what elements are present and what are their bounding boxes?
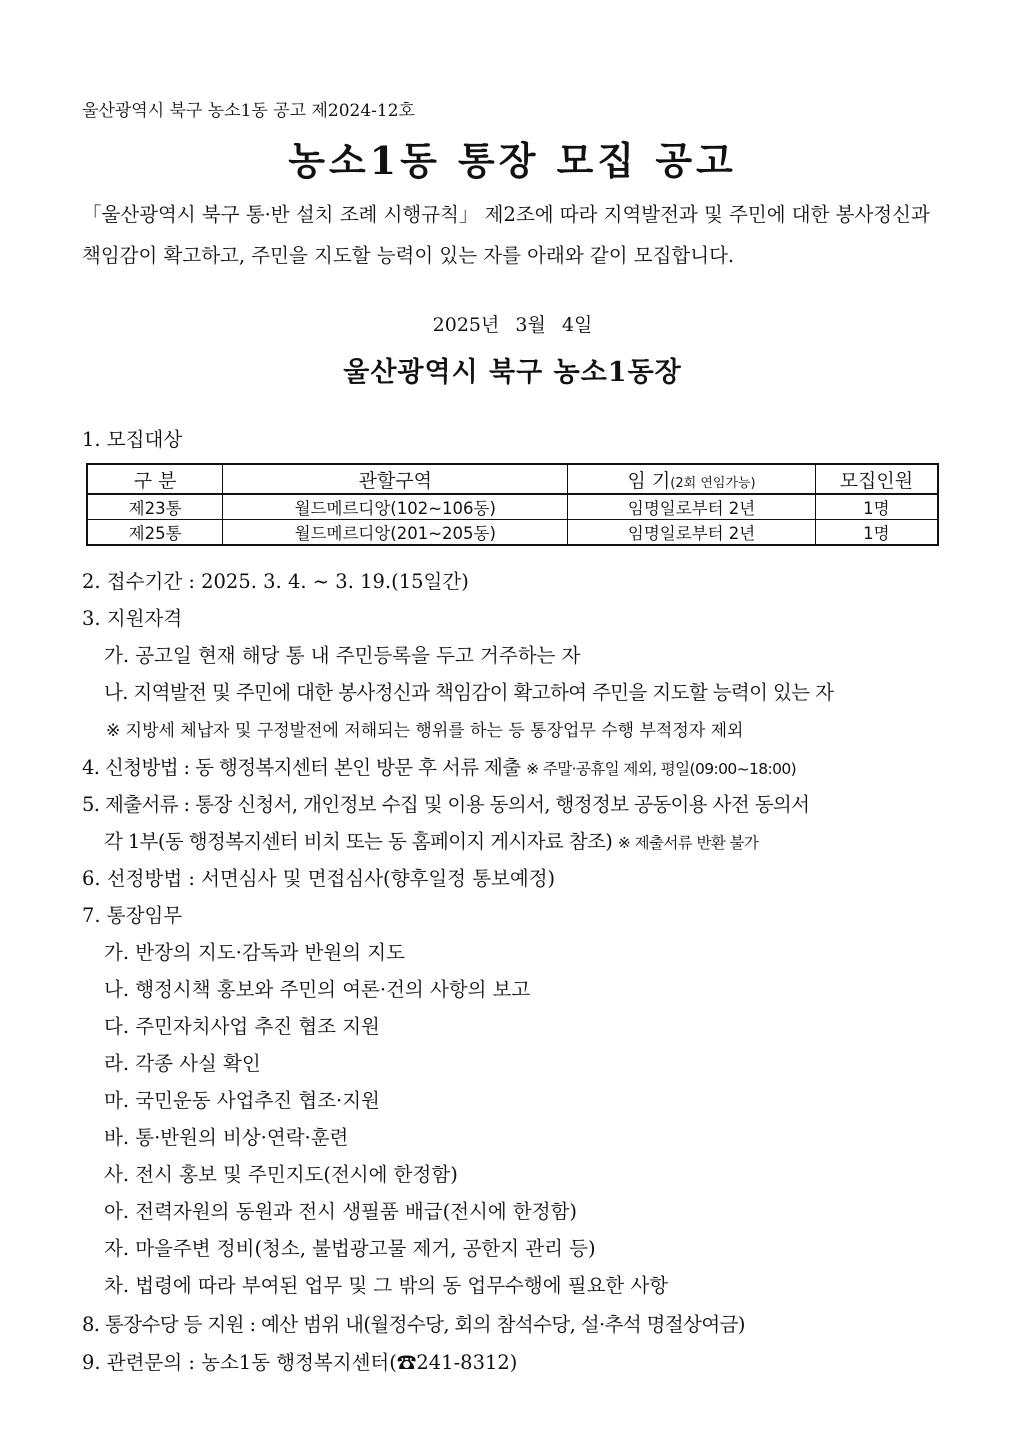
cell-count: 1명 xyxy=(815,494,938,520)
table-header-row xyxy=(87,464,938,494)
cell-count: 1명 xyxy=(815,520,938,546)
cell-district: 월드메르디앙(102~106동) xyxy=(223,494,568,520)
cell-district: 월드메르디앙(201~205동) xyxy=(223,520,568,546)
section-eligibility: 3. 지원자격 xyxy=(82,607,183,630)
issuer: 울산광역시 북구 농소1동장 xyxy=(343,357,682,388)
intro-paragraph: 「울산광역시 북구 통·반 설치 조례 시행규칙」 제2조에 따라 지역발전과 및 주민에 대한 봉사정신과 책임감이 확고하고, 주민을 지도할 능력이 있는 자를 아래와 같이 모집합니다. xyxy=(82,203,930,267)
duty-item: 사. 전시 홍보 및 주민지도(전시에 한정함) xyxy=(104,1163,458,1186)
duty-item: 가. 반장의 지도·감독과 반원의 지도 xyxy=(104,941,405,964)
header-term-note: (2회 연임가능) xyxy=(670,475,756,491)
eligibility-item: 가. 공고일 현재 해당 통 내 주민등록을 두고 거주하는 자 xyxy=(104,644,581,667)
cell-term: 임명일로부터 2년 xyxy=(568,520,815,546)
section-application-period: 2. 접수기간 : 2025. 3. 4. ~ 3. 19.(15일간) xyxy=(82,570,469,593)
table-row xyxy=(87,520,938,546)
section-allowance: 8. 통장수당 등 지원 : 예산 범위 내(월정수당, 회의 참석수당, 설·추석 명절상여금) xyxy=(82,1313,745,1336)
duty-item: 자. 마을주변 정비(청소, 불법광고물 제거, 공한지 관리 등) xyxy=(104,1237,596,1260)
section-application-method xyxy=(82,752,796,780)
header-category: 구 분 xyxy=(87,464,223,494)
section-selection-method: 6. 선정방법 : 서면심사 및 면접심사(향후일정 통보예정) xyxy=(82,867,556,890)
cell-term: 임명일로부터 2년 xyxy=(568,494,815,520)
recruit-table xyxy=(86,463,939,546)
duty-item: 나. 행정시책 홍보와 주민의 여론·건의 사항의 보고 xyxy=(104,978,531,1001)
header-term-label: 임 기 xyxy=(627,469,671,492)
cell-unit: 제23통 xyxy=(87,494,223,520)
section-recruit-target: 1. 모집대상 xyxy=(82,428,183,451)
page-title: 농소1동 통장 모집 공고 xyxy=(288,138,737,183)
table-row xyxy=(87,494,938,520)
duty-item: 라. 각종 사실 확인 xyxy=(104,1052,261,1075)
application-method-text: 4. 신청방법 : 동 행정복지센터 본인 방문 후 서류 제출 xyxy=(82,756,521,779)
header-district: 관할구역 xyxy=(223,464,568,494)
section-documents: 5. 제출서류 : 통장 신청서, 개인정보 수집 및 이용 동의서, 행정정보 공동이용 사전 동의서 xyxy=(82,793,810,816)
application-method-note: ※ 주말·공휴일 제외, 평일(09:00~18:00) xyxy=(526,760,797,778)
notice-number: 울산광역시 북구 농소1동 공고 제2024-12호 xyxy=(82,101,415,121)
section-duties: 7. 통장임무 xyxy=(82,904,183,927)
eligibility-item: 나. 지역발전 및 주민에 대한 봉사정신과 책임감이 확고하여 주민을 지도할 능력이 있는 자 xyxy=(104,681,834,704)
duty-item: 마. 국민운동 사업추진 협조·지원 xyxy=(104,1089,380,1112)
cell-unit: 제25통 xyxy=(87,520,223,546)
header-count: 모집인원 xyxy=(815,464,938,494)
duty-item: 차. 법령에 따라 부여된 업무 및 그 밖의 동 업무수행에 필요한 사항 xyxy=(104,1274,669,1297)
eligibility-note: ※ 지방세 체납자 및 구정발전에 저해되는 행위를 하는 등 통장업무 수행 부적정자 제외 xyxy=(106,721,744,741)
section-contact: 9. 관련문의 : 농소1동 행정복지센터(☎241-8312) xyxy=(82,1351,518,1374)
documents-line2 xyxy=(104,826,758,854)
documents-note: ※ 제출서류 반환 불가 xyxy=(617,834,759,852)
documents-copies: 각 1부(동 행정복지센터 비치 또는 동 홈페이지 게시자료 참조) xyxy=(104,830,613,853)
duty-item: 다. 주민자치사업 추진 협조 지원 xyxy=(104,1015,380,1038)
duty-item: 바. 통·반원의 비상·연락·훈련 xyxy=(104,1126,349,1149)
duty-item: 아. 전력자원의 동원과 전시 생필품 배급(전시에 한정함) xyxy=(104,1200,578,1223)
notice-date: 2025년 3월 4일 xyxy=(432,314,593,336)
header-term xyxy=(568,464,815,494)
